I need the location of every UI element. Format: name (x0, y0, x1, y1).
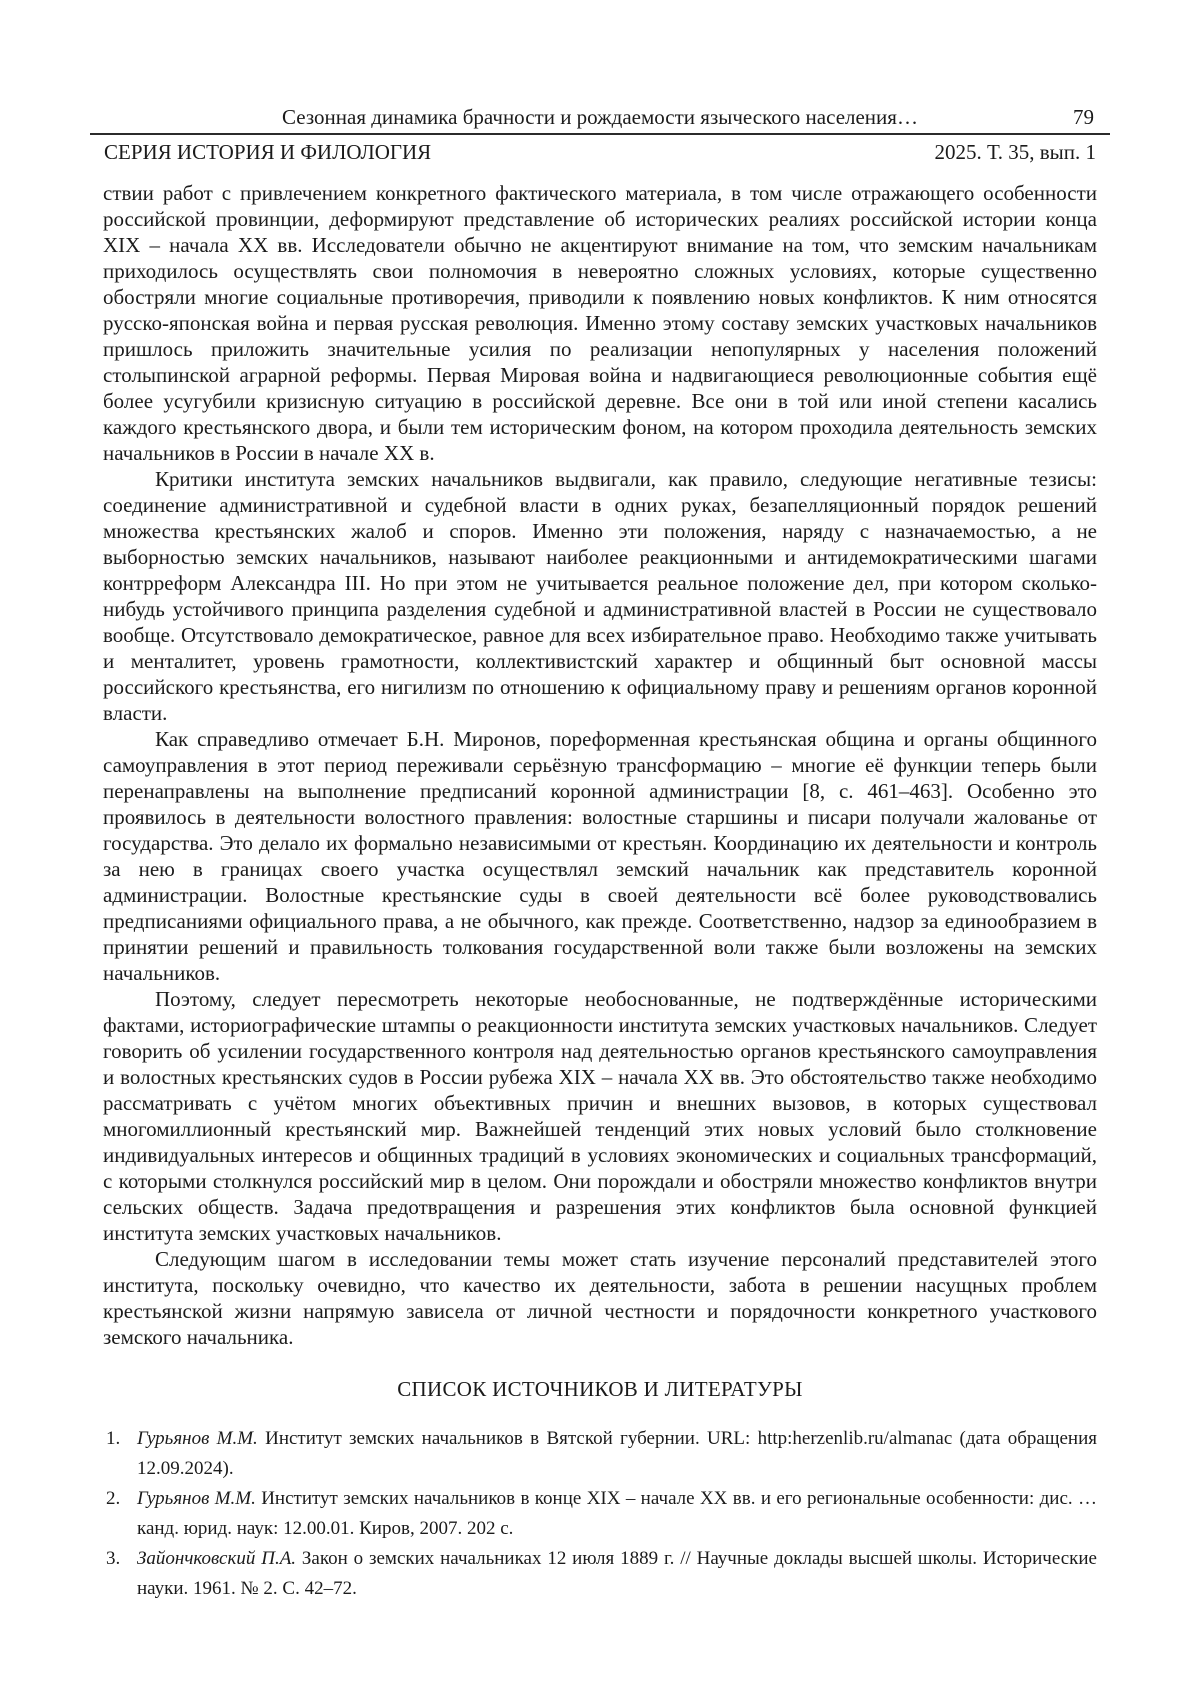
reference-author: Зайончковский П.А. (137, 1548, 297, 1569)
reference-item (103, 1544, 1097, 1604)
running-header-row-bottom (90, 135, 1110, 165)
article-body (90, 180, 1110, 1350)
references-list (103, 1424, 1097, 1604)
reference-author: Гурьянов М.М. (137, 1428, 258, 1449)
reference-author: Гурьянов М.М. (137, 1488, 256, 1509)
page-number: 79 (1073, 105, 1094, 129)
body-paragraph: Как справедливо отмечает Б.Н. Миронов, пореформенная крестьянская община и органы общинного самоуправления в этот период переживали серьёзную трансформацию – многие её функции теперь были перенаправлены на выполнение предписаний коронной администрации [8, с. 461–463]. Особенно это проявилось в деятельности волостного правления: волостные старшины и писари получали жалованье от государства. Это делало их формально независимыми от крестьян. Координацию их деятельности и контроль за нею в границах своего участка осуществлял земский начальник как представитель коронной администрации. Волостные крестьянские суды в своей деятельности всё более руководствовались предписаниями официального права, а не обычного, как прежде. Соответственно, надзор за единообразием в принятии решений и правильность толкования государственной воли также были возложены на земских начальников. (103, 727, 1097, 985)
body-paragraph: Поэтому, следует пересмотреть некоторые необоснованные, не подтверждённые историческими фактами, историографические штампы о реакционности института земских участковых начальников. Следует говорить об усилении государственного контроля над деятельностью органов крестьянского самоуправления и волостных крестьянских судов в России рубежа XIX – начала XX вв. Это обстоятельство также необходимо рассматривать с учётом многих объективных причин и внешних вызовов, в которых существовал многомиллионный крестьянский мир. Важнейшей тенденций этих новых условий было столкновение индивидуальных интересов и общинных традиций в условиях экономических и социальных трансформаций, с которыми столкнулся российский мир в целом. Они порождали и обостряли множество конфликтов внутри сельских обществ. Задача предотвращения и разрешения этих конфликтов была основной функцией института земских участковых начальников. (103, 987, 1097, 1245)
running-header-row-top (90, 104, 1110, 135)
reference-text: Институт земских начальников в Вятской губернии. URL: http:herzenlib.ru/almanac (дата обращения 12.09.2024). (137, 1428, 1098, 1479)
body-paragraph: Критики института земских начальников выдвигали, как правило, следующие негативные тезисы: соединение административной и судебной власти в одних руках, безапелляционный порядок решений множества крестьянских жалоб и споров. Именно эти положения, наряду с назначаемостью, а не выборностью земских начальников, называют наиболее реакционными и антидемократическими шагами контрреформ Александра III. Но при этом не учитывается реальное положение дел, при котором сколько-нибудь устойчивого принципа разделения судебной и административной властей в России не существовало вообще. Отсутствовало демократическое, равное для всех избирательное право. Необходимо также учитывать и менталитет, уровень грамотности, коллективистский характер и общинный быт основной массы российского крестьянства, его нигилизм по отношению к официальному праву и решениям органов коронной власти. (103, 467, 1097, 725)
reference-item (103, 1424, 1097, 1484)
body-paragraph: Следующим шагом в исследовании темы может стать изучение персоналий представителей этого института, поскольку очевидно, что качество их деятельности, забота в решении насущных проблем крестьянской жизни напрямую зависела от личной честности и порядочности конкретного участкового земского начальника. (103, 1247, 1097, 1349)
volume-issue: 2025. Т. 35, вып. 1 (934, 140, 1096, 164)
reference-text: Закон о земских начальниках 12 июля 1889 г. // Научные доклады высшей школы. Исторические науки. 1961. № 2. С. 42–72. (137, 1548, 1097, 1599)
reference-item (103, 1484, 1097, 1544)
series-title: СЕРИЯ ИСТОРИЯ И ФИЛОЛОГИЯ (104, 140, 432, 164)
running-header (90, 104, 1110, 165)
reference-number: 3. (106, 1548, 121, 1569)
body-paragraph-continuation: ствии работ с привлечением конкретного фактического материала, в том числе отражающего особенности российской провинции, деформируют представление об исторических реалиях российской истории конца XIX – начала XX вв. Исследователи обычно не акцентируют внимание на том, что земским начальникам приходилось осуществлять свои полномочия в невероятно сложных условиях, которые существенно обостряли многие социальные противоречия, приводили к появлению новых конфликтов. К ним относятся русско-японская война и первая русская революция. Именно этому составу земских участковых начальников пришлось приложить значительные усилия по реализации непопулярных у населения положений столыпинской аграрной реформы. Первая Мировая война и надвигающиеся революционные события ещё более усугубили кризисную ситуацию в российской деревне. Все они в той или иной степени касались каждого крестьянского двора, и были тем историческим фоном, на котором проходила деятельность земских начальников в России в начале XX в. (103, 181, 1097, 465)
reference-text: Институт земских начальников в конце XIX – начале XX вв. и его региональные особенности: дис. … канд. юрид. наук: 12.00.01. Киров, 2007. 202 с. (137, 1488, 1097, 1539)
references-heading: СПИСОК ИСТОЧНИКОВ И ЛИТЕРАТУРЫ (397, 1377, 803, 1401)
references-section (90, 1377, 1110, 1604)
page-content (90, 104, 1110, 1604)
reference-number: 2. (106, 1488, 121, 1509)
reference-number: 1. (106, 1428, 121, 1449)
running-title: Сезонная динамика брачности и рождаемости языческого населения… (282, 105, 918, 129)
